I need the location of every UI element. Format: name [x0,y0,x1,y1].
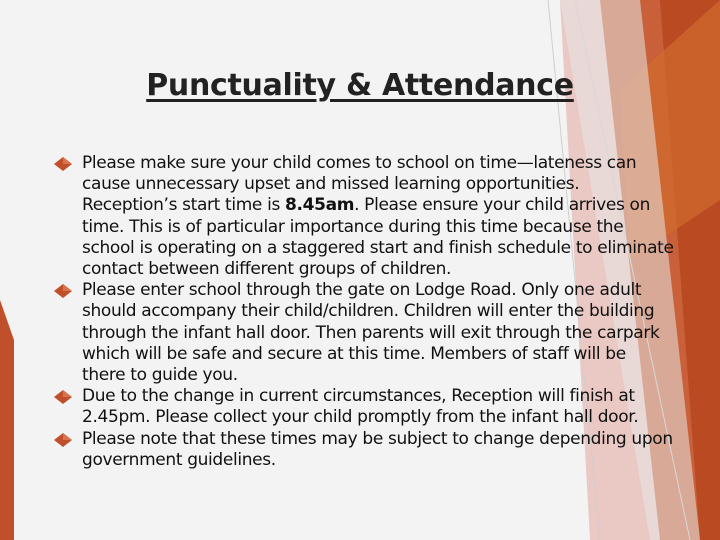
diamond-bullet-icon [54,157,72,171]
bullet-list [56,153,674,471]
deco-left-accent [0,300,14,540]
bullet-item [56,386,674,428]
bullet-item [56,429,674,471]
bullet-item [56,280,674,386]
slide-title: Punctuality & Attendance [146,68,574,103]
bullet-bold-time: 8.45am [285,195,355,216]
diamond-bullet-icon [54,390,72,404]
diamond-bullet-icon [54,433,72,447]
bullet-item [56,153,674,280]
bullet-text: Please make sure your child comes to school on time—lateness can cause unnecessary upset and missed learning opportunities. Reception’s start time is 8.45am. Please ensure your child arrives on time. This is of particular importance during this time because the school is operating on a staggered start and finish schedule to eliminate contact between different groups of children. [82,153,674,280]
bullet-text: Please enter school through the gate on Lodge Road. Only one adult should accompany their child/children. Children will enter the building through the infant hall door. Then parents will exit through the carpark which will be safe and secure at this time. Members of staff will be there to guide you. [82,280,660,386]
bullet-text: Please note that these times may be subject to change depending upon government guidelines. [82,428,673,470]
diamond-bullet-icon [54,284,72,298]
bullet-text: Due to the change in current circumstances, Reception will finish at 2.45pm. Please collect your child promptly from the infant hall door. [82,386,639,428]
